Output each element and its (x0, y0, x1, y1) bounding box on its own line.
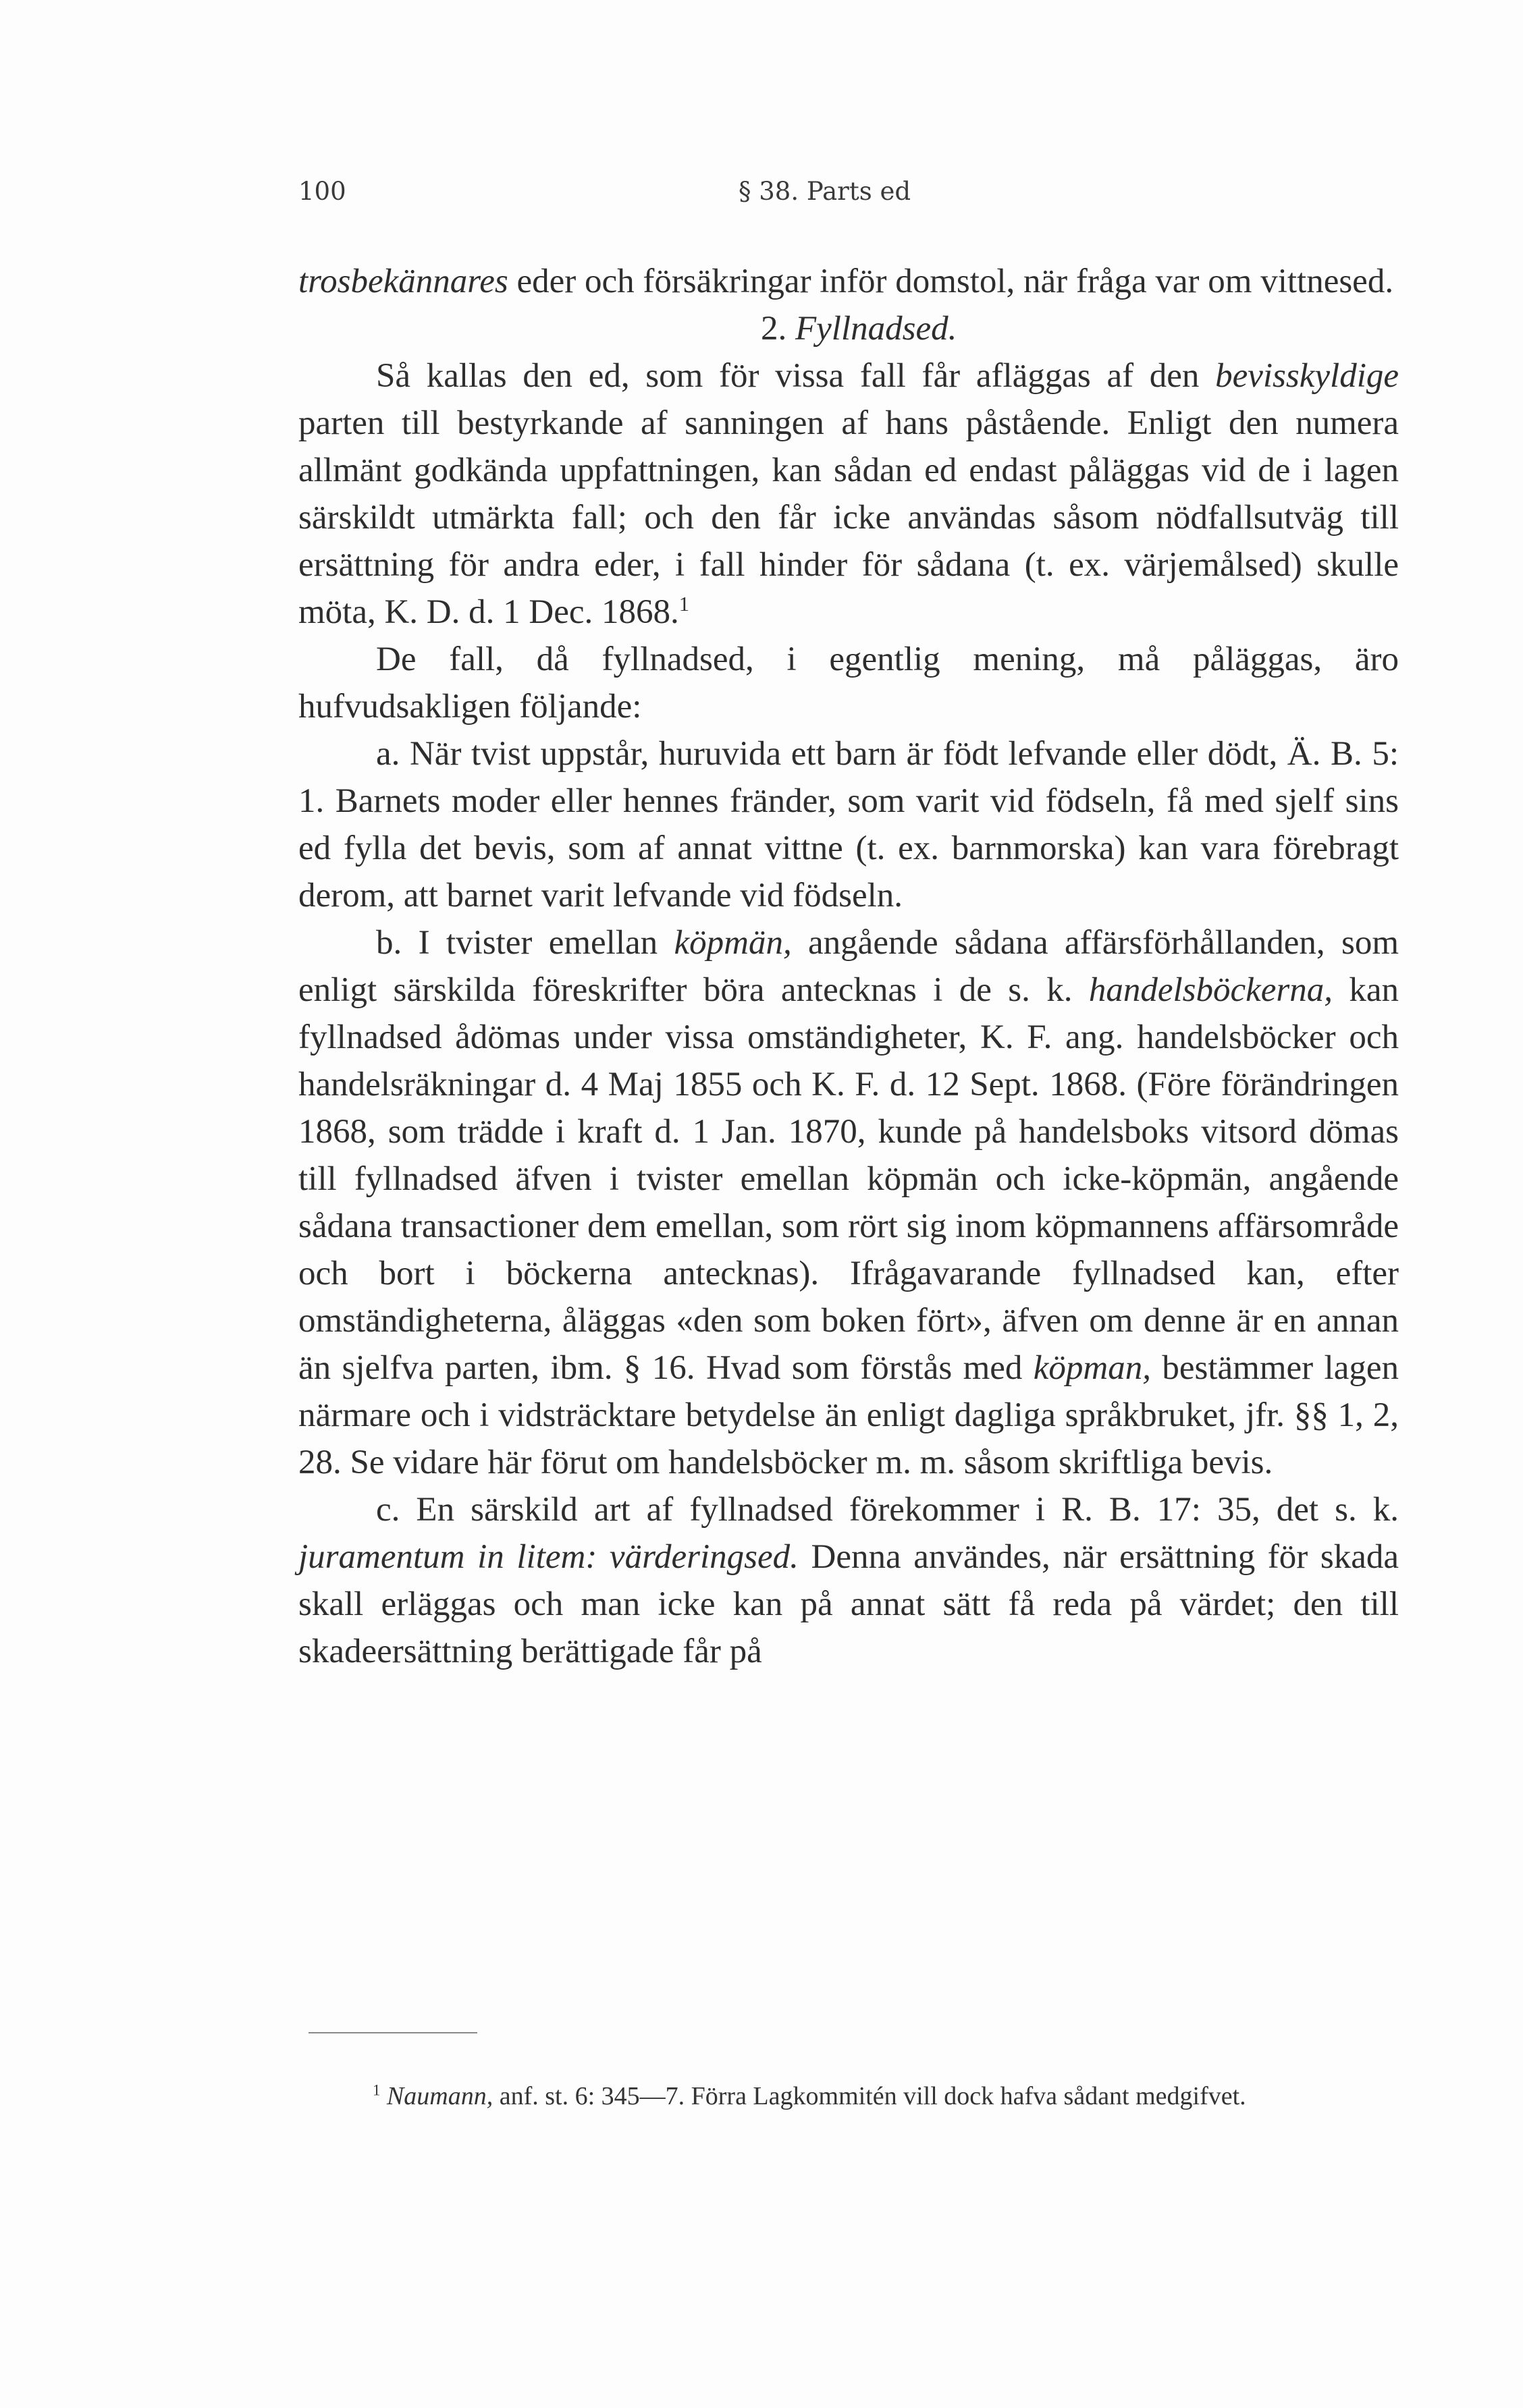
paragraph-text: b. I tvister emellan (376, 924, 674, 962)
footnote-marker: 1 (373, 2081, 381, 2099)
paragraph-text: angående sådana affärsförhållanden, som enligt särskilda föreskrifter böra antecknas i de s. k. (298, 924, 1399, 1009)
footnote-divider (309, 2032, 477, 2033)
paragraph-text: eder och försäkringar inför domstol, när fråga var om vittnesed. (508, 263, 1394, 300)
paragraph-3: De fall, då fyllnadsed, i egentlig mening, må påläggas, äro hufvudsakligen följande: (298, 640, 1399, 726)
paragraph-2 (298, 352, 1399, 636)
page-number: 100 (298, 177, 346, 206)
footnote-reference: 1 (678, 593, 690, 615)
footnote (298, 2077, 1399, 2115)
footnote-text: anf. st. 6: 345—7. Förra Lagkommitén vill dock hafva sådant medgifvet. (493, 2082, 1246, 2110)
italic-term: köpmän, (674, 924, 792, 962)
paragraph-text: c. En särskild art af fyllnadsed förekommer i R. B. 17: 35, det s. k. (376, 1491, 1399, 1529)
main-text (298, 258, 1399, 1675)
italic-term: bevisskyldige (1215, 357, 1399, 395)
paragraph-text: Så kallas den ed, som för vissa fall får afläggas af den (376, 357, 1216, 395)
paragraph-text: parten till bestyrkande af sanningen af hans påstående. Enligt den numera allmänt godkända uppfattningen, kan sådan ed endast påläggas vid de i lagen särskildt utmärkta fall; och den får icke användas såsom nödfallsutväg till ersättning för andra eder, i fall hinder för sådana (t. ex. värjemålsed) skulle möta, K. D. d. 1 Dec. 1868. (298, 404, 1399, 631)
subheading-number: 2. (761, 310, 795, 348)
subheading (298, 305, 1399, 352)
paragraph-1 (298, 258, 1399, 305)
running-header (298, 177, 1244, 217)
italic-term: trosbekännares (298, 263, 508, 300)
paragraph-text: bestämmer lagen närmare och i vidsträcktare betydelse än enligt dagliga språkbruket, jfr. §§ 1, 2, 28. Se vidare här förut om handelsböcker m. m. såsom skriftliga bevis. (298, 1349, 1399, 1481)
paragraph-text: Denna användes, när ersättning för skada skall erläggas och man icke kan på annat sätt få reda på värdet; den till skadeersättning berättigade får på (298, 1538, 1399, 1670)
italic-term: köpman, (1033, 1349, 1151, 1387)
paragraph-6 (298, 1486, 1399, 1675)
section-title: § 38. Parts ed (739, 177, 911, 206)
footnote-author: Naumann, (386, 2082, 493, 2110)
paragraph-text: kan fyllnadsed ådömas under vissa omständigheter, K. F. ang. handelsböcker och handelsräkningar d. 4 Maj 1855 och K. F. d. 12 Sept. 1868. (Före förändringen 1868, som trädde i kraft d. 1 Jan. 1870, kunde på handelsboks vitsord dömas till fyllnadsed äfven i tvister emellan köpmän och icke-köpmän, angående sådana transactioner dem emellan, som rört sig inom köpmannens affärsområde och bort i böckerna antecknas). Ifrågavarande fyllnadsed kan, efter omständigheterna, åläggas «den som boken fört», äfven om denne är en annan än sjelfva parten, ibm. § 16. Hvad som förstås med (298, 971, 1399, 1387)
subheading-title: Fyllnadsed. (795, 310, 957, 348)
paragraph-5 (298, 919, 1399, 1486)
paragraph-4: a. När tvist uppstår, huruvida ett barn är födt lefvande eller dödt, Ä. B. 5: 1. Barnets moder eller hennes fränder, som varit vid födseln, få med sjelf sins ed fylla det bevis, som af annat vittne (t. ex. barnmorska) kan vara förebragt derom, att barnet varit lefvande vid födseln. (298, 735, 1399, 914)
italic-term: juramentum in litem: värderingsed. (298, 1538, 799, 1576)
italic-term: handelsböckerna, (1088, 971, 1333, 1009)
